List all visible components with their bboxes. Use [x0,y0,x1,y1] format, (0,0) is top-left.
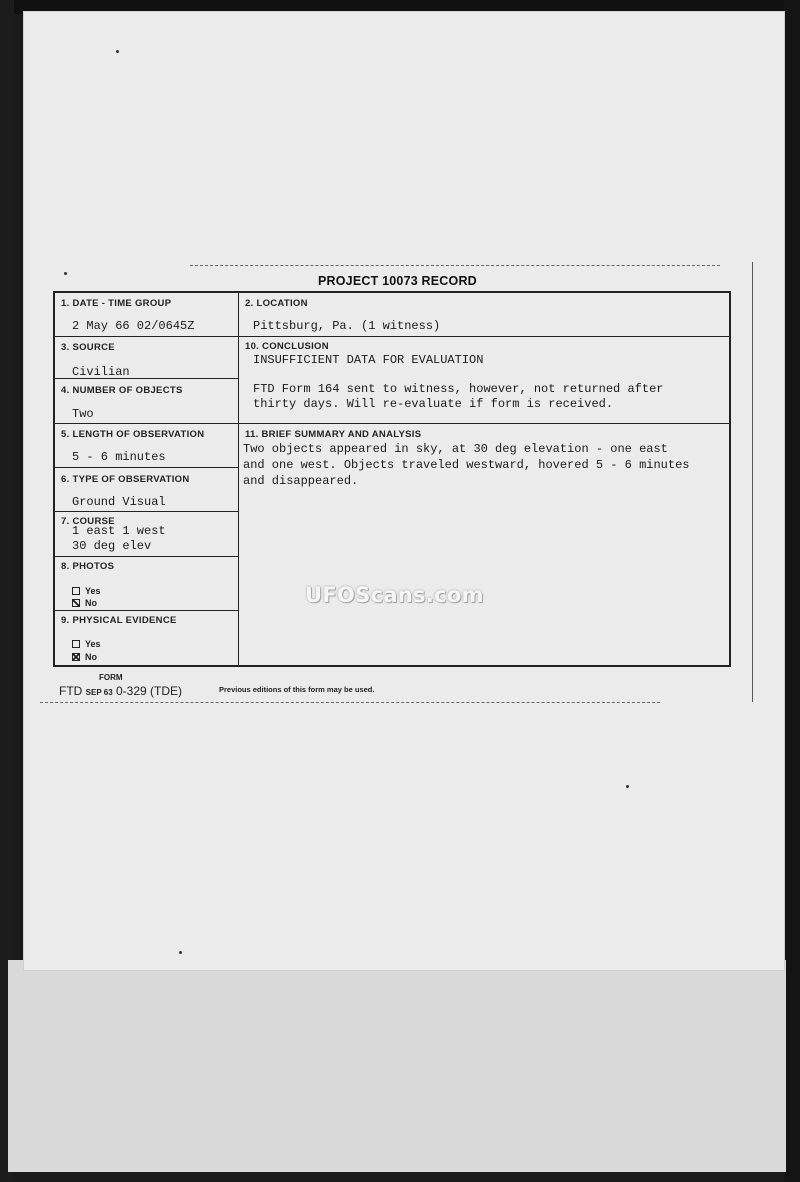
source-label: 3. SOURCE [61,342,115,353]
physical-evidence-label: 9. PHYSICAL EVIDENCE [61,615,177,626]
footer-sep63: SEP 63 [85,688,113,697]
checkbox-marked-icon [72,599,80,607]
date-time-group-label: 1. DATE - TIME GROUP [61,298,172,309]
column-divider [238,293,239,665]
summary-line-1: Two objects appeared in sky, at 30 deg elevation - one east [243,442,668,456]
conclusion-line-2: thirty days. Will re-evaluate if form is received. [253,397,614,411]
scan-speck [116,50,119,53]
date-time-group-value: 2 May 66 02/0645Z [72,319,195,333]
record-title: PROJECT 10073 RECORD [318,274,477,288]
scan-speck [626,785,629,788]
row-divider [55,467,238,468]
footer-form-word: FORM [99,673,123,682]
conclusion-label: 10. CONCLUSION [245,341,329,352]
photos-no-label: No [85,598,97,608]
course-label: 7. COURSE [61,516,115,527]
physical-evidence-yes-label: Yes [85,639,101,649]
summary-line-3: and disappeared. [243,474,359,488]
scan-speck [179,951,182,954]
type-of-observation-label: 6. TYPE OF OBSERVATION [61,474,190,485]
checkbox-empty-icon [72,587,80,595]
row-divider [55,610,238,611]
type-of-observation-value: Ground Visual [72,495,166,509]
checkbox-empty-icon [72,640,80,648]
course-line-1: 1 east 1 west [72,524,166,538]
photos-no-option [72,598,97,608]
physical-evidence-yes-option [72,639,101,649]
conclusion-line-1: FTD Form 164 sent to witness, however, not returned after [253,382,664,396]
row-divider [55,511,238,512]
underlying-page [8,960,786,1172]
page-edge-rule [752,262,753,702]
footer-ftd: FTD [59,684,83,698]
summary-line-2: and one west. Objects traveled westward, hovered 5 - 6 minutes [243,458,690,472]
summary-label: 11. BRIEF SUMMARY AND ANALYSIS [245,429,422,440]
photos-label: 8. PHOTOS [61,561,115,572]
tear-line-bottom [40,702,660,703]
location-label: 2. LOCATION [245,298,308,309]
footer-form-id [59,684,182,698]
number-of-objects-label: 4. NUMBER OF OBJECTS [61,385,183,396]
photos-yes-option [72,586,101,596]
conclusion-heading: INSUFFICIENT DATA FOR EVALUATION [253,353,484,367]
number-of-objects-value: Two [72,407,94,421]
footer-note: Previous editions of this form may be used. [219,685,375,694]
course-line-2: 30 deg elev [72,539,152,553]
footer-form-number: 0-329 (TDE) [116,684,183,698]
scan-frame-right [784,0,800,1182]
location-value: Pittsburg, Pa. (1 witness) [253,319,441,333]
watermark: UFOScans.com [305,583,484,607]
row-divider [55,423,729,424]
photos-yes-label: Yes [85,586,101,596]
length-of-observation-label: 5. LENGTH OF OBSERVATION [61,429,205,440]
row-divider [55,336,729,337]
physical-evidence-no-label: No [85,652,97,662]
physical-evidence-no-option [72,652,97,662]
checkbox-marked-icon [72,653,80,661]
scan-speck [64,272,67,275]
length-of-observation-value: 5 - 6 minutes [72,450,166,464]
tear-line-top [190,265,720,266]
record-form [53,291,731,667]
row-divider [55,556,238,557]
source-value: Civilian [72,365,130,379]
